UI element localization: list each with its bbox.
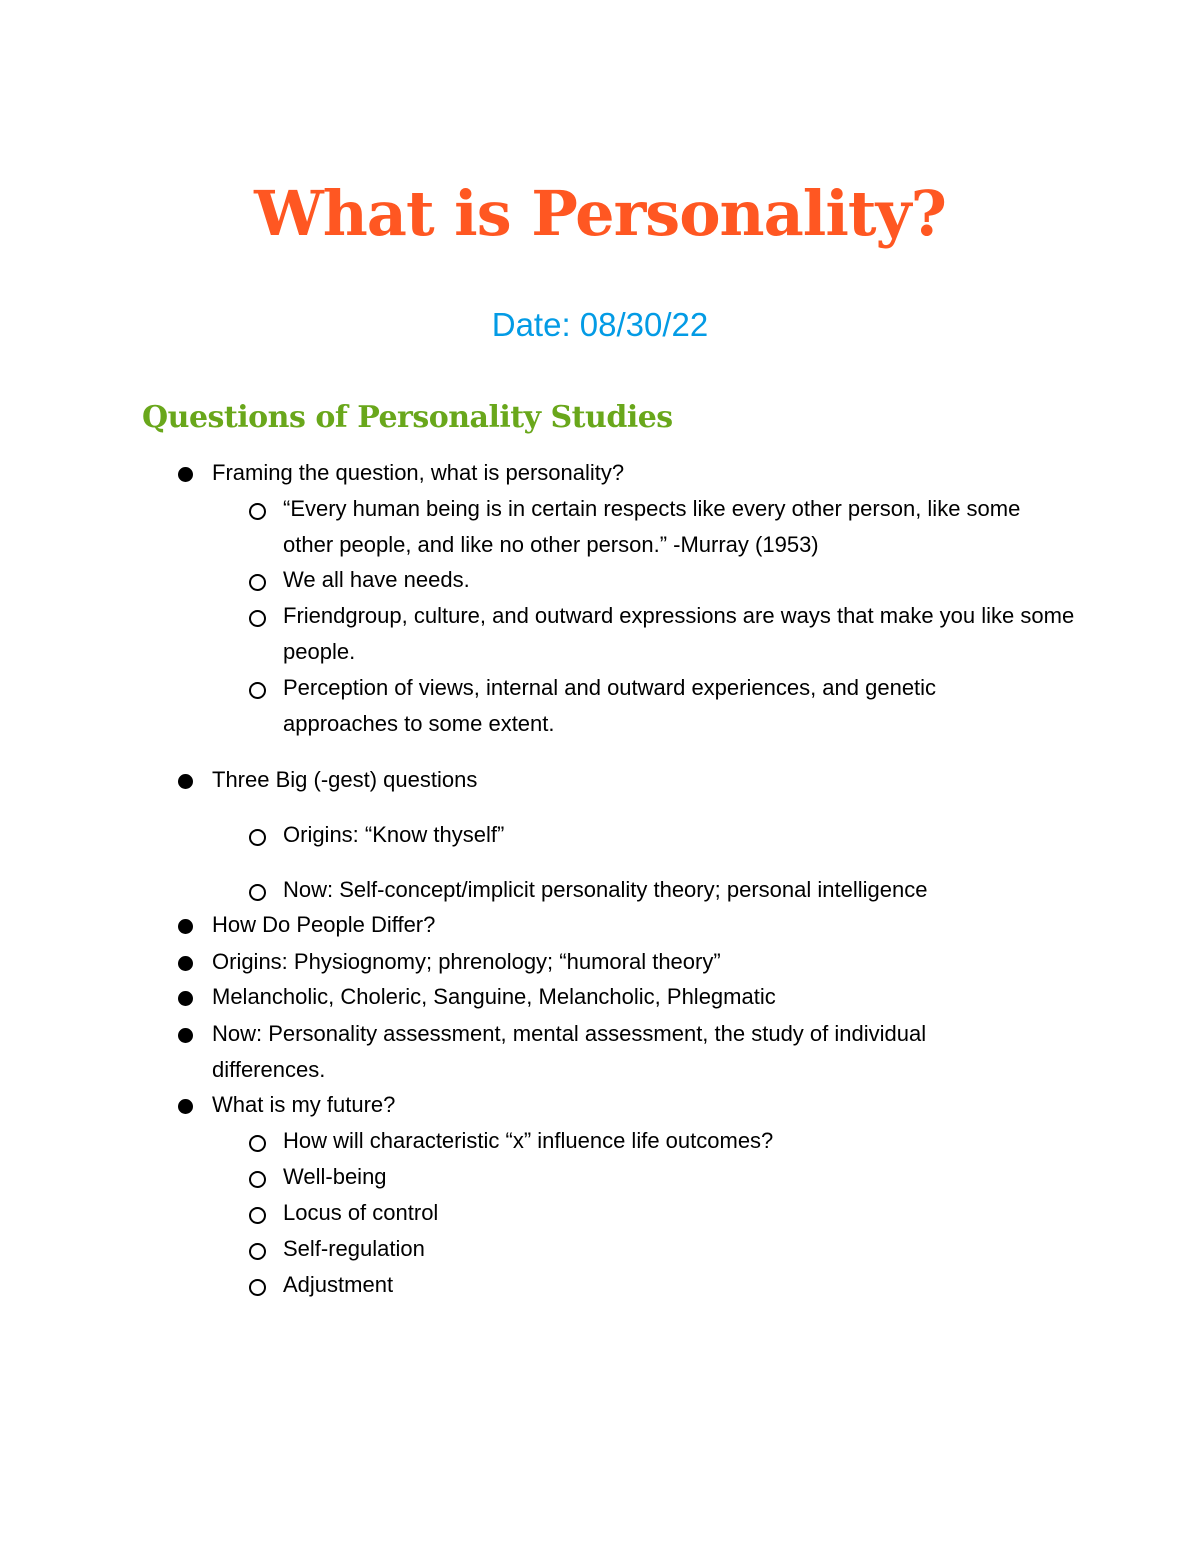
hollow-bullet-icon xyxy=(249,503,266,520)
list-item: Now: Personality assessment, mental assessment, the study of individual differences. xyxy=(212,1021,927,1082)
hollow-bullet-icon xyxy=(249,1135,266,1152)
sub-list-item: Perception of views, internal and outward experiences, and genetic approaches to some extent. xyxy=(283,675,937,736)
hollow-bullet-icon xyxy=(249,1171,266,1188)
sub-list-item: Now: Self-concept/implicit personality theory; personal intelligence xyxy=(283,877,928,902)
sub-list-item: “Every human being is in certain respects like every other person, like some other people, and like no other person.” -Murray (1953) xyxy=(283,496,1021,557)
filled-bullet-icon xyxy=(178,467,193,482)
hollow-bullet-icon xyxy=(249,1243,266,1260)
filled-bullet-icon xyxy=(178,1099,193,1114)
list-item: Melancholic, Choleric, Sanguine, Melancholic, Phlegmatic xyxy=(212,984,776,1009)
sub-list-item: Adjustment xyxy=(283,1272,394,1297)
hollow-bullet-icon xyxy=(249,610,266,627)
hollow-bullet-icon xyxy=(249,682,266,699)
hollow-bullet-icon xyxy=(249,829,266,846)
sub-list-item: We all have needs. xyxy=(283,567,470,592)
sub-list-item: Self-regulation xyxy=(283,1236,425,1261)
sub-list-item: Friendgroup, culture, and outward expressions are ways that make you like some people. xyxy=(283,603,1075,664)
sub-list-item: How will characteristic “x” influence life outcomes? xyxy=(283,1128,774,1153)
list-item: What is my future? xyxy=(212,1092,396,1117)
sub-list-item: Locus of control xyxy=(283,1200,439,1225)
hollow-bullet-icon xyxy=(249,1207,266,1224)
list-item: Framing the question, what is personality? xyxy=(212,460,625,485)
filled-bullet-icon xyxy=(178,1028,193,1043)
sub-list-item: Origins: “Know thyself” xyxy=(283,822,505,847)
filled-bullet-icon xyxy=(178,919,193,934)
filled-bullet-icon xyxy=(178,956,193,971)
hollow-bullet-icon xyxy=(249,1279,266,1296)
sub-list-item: Well-being xyxy=(283,1164,387,1189)
filled-bullet-icon xyxy=(178,991,193,1006)
list-item: How Do People Differ? xyxy=(212,912,436,937)
hollow-bullet-icon xyxy=(249,574,266,591)
document-title: What is Personality? xyxy=(254,177,946,250)
document-date: Date: 08/30/22 xyxy=(491,306,709,343)
filled-bullet-icon xyxy=(178,774,193,789)
list-item: Origins: Physiognomy; phrenology; “humoral theory” xyxy=(212,949,721,974)
hollow-bullet-icon xyxy=(249,884,266,901)
section-heading: Questions of Personality Studies xyxy=(142,400,673,435)
list-item: Three Big (-gest) questions xyxy=(212,767,478,792)
